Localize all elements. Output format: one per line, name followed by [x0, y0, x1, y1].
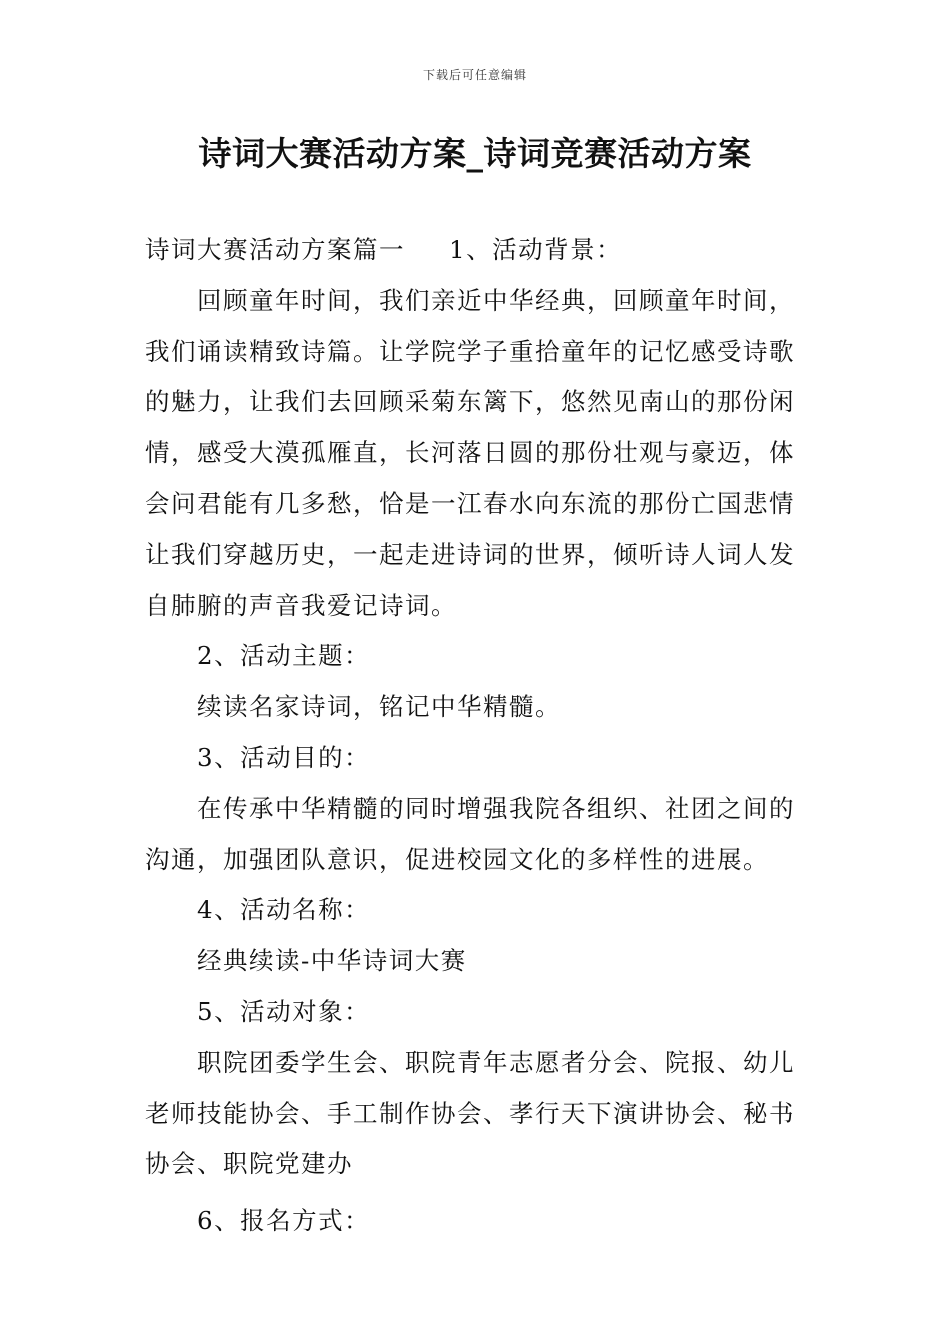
section-heading-name: 4、活动名称：	[197, 895, 371, 925]
section-heading-registration: 6、报名方式：	[197, 1206, 371, 1236]
intro-label: 诗词大赛活动方案篇一	[145, 235, 405, 264]
section-content-theme: 续读名家诗词，铭记中华精髓。	[197, 692, 561, 722]
intro-line	[145, 225, 807, 276]
section-content-purpose: 在传承中华精髓的同时增强我院各组织、社团之间的沟通，加强团队意识，促进校园文化的多样性的进展。	[145, 793, 795, 874]
page-header-note: 下载后可任意编辑	[422, 68, 527, 82]
document-title: 诗词大赛活动方案_诗词竞赛活动方案	[198, 134, 752, 173]
section-content-participants: 职院团委学生会、职院青年志愿者分会、院报、幼儿老师技能协会、手工制作协会、孝行天下演讲协会、秘书协会、职院党建办	[145, 1047, 795, 1179]
background-paragraph: 回顾童年时间，我们亲近中华经典，回顾童年时间，我们诵读精致诗篇。让学院学子重拾童年的记忆感受诗歌的魅力，让我们去回顾采菊东篱下，悠然见南山的那份闲情，感受大漠孤雁直，长河落日圆的那份壮观与豪迈，体会问君能有几多愁，恰是一江春水向东流的那份亡国悲情让我们穿越历史，一起走进诗词的世界，倾听诗人词人发自肺腑的声音我爱记诗词。	[145, 285, 795, 620]
section-heading-background: 1、活动背景：	[449, 235, 623, 264]
section-heading-purpose: 3、活动目的：	[197, 742, 371, 772]
document-body	[145, 225, 807, 1247]
section-content-name: 经典续读-中华诗词大赛	[197, 946, 467, 976]
section-heading-theme: 2、活动主题：	[197, 641, 371, 671]
section-heading-participants: 5、活动对象：	[197, 996, 371, 1026]
